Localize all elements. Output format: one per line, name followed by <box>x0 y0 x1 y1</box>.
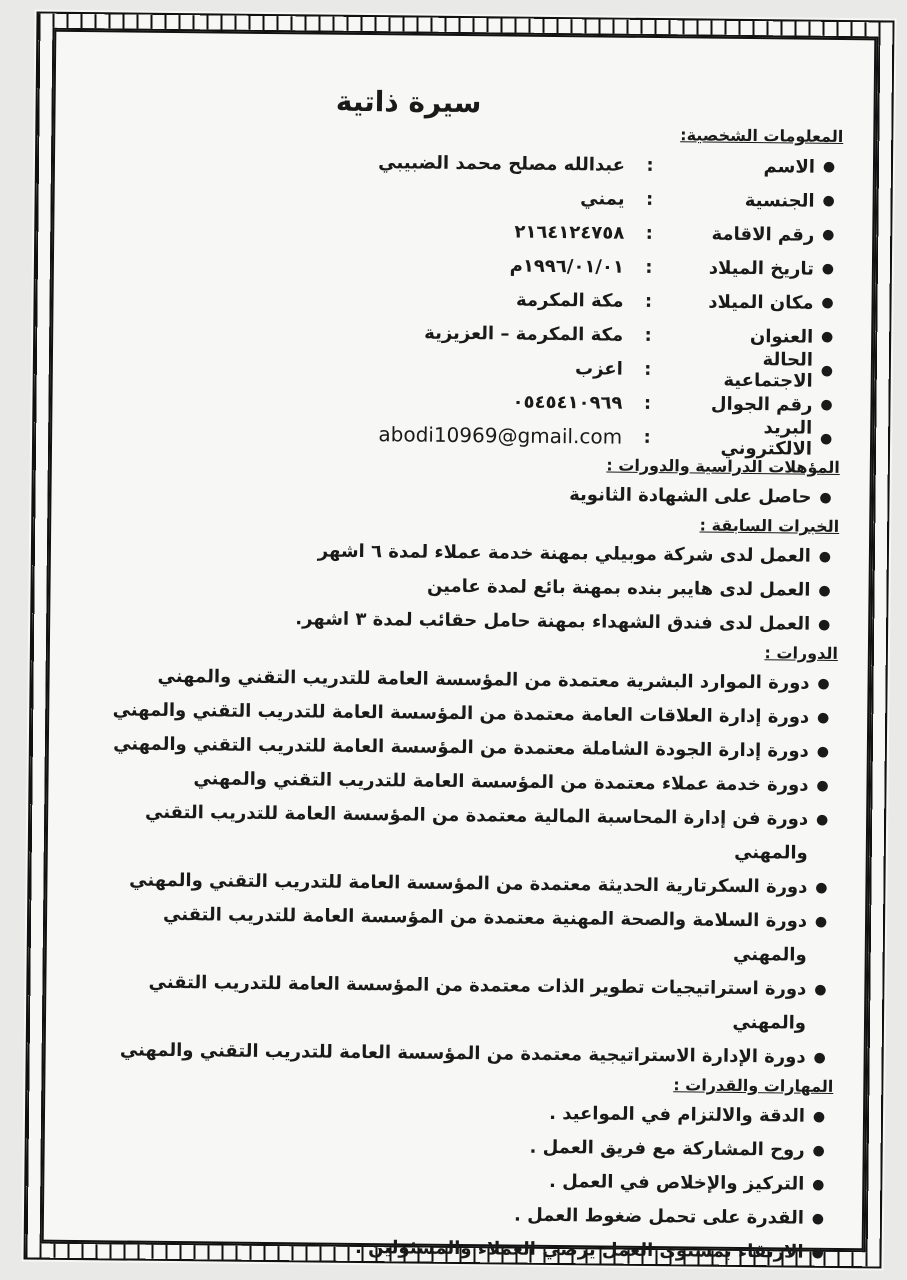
resume-content <box>81 82 843 1270</box>
info-colon: : <box>644 358 652 380</box>
course-item-text: دورة خدمة عملاء معتمدة من المؤسسة العامة للتدريب التقني والمهني <box>193 768 809 796</box>
info-colon: : <box>644 290 653 312</box>
bullet-icon: ● <box>820 396 833 413</box>
course-item-text: دورة استراتيجيات تطوير الذات معتمدة من المؤسسة العامة للتدريب التقني والمهني <box>148 971 807 1034</box>
info-colon: : <box>644 324 652 346</box>
bullet-icon: ● <box>812 1142 825 1159</box>
bullet-icon: ● <box>822 192 835 209</box>
info-value: ٠٥٤٥٤١٠٩٦٩ <box>512 391 623 414</box>
education-item-text: حاصل على الشهادة الثانوية <box>569 484 812 508</box>
bullet-icon: ● <box>817 709 830 726</box>
course-item-text: دورة الموارد البشرية معتمدة من المؤسسة العامة للتدريب التقني والمهني <box>157 665 810 694</box>
bullet-icon: ● <box>814 913 828 930</box>
skill-item-text: الدقة والالتزام في المواعيد . <box>549 1102 806 1127</box>
experience-list <box>88 532 839 642</box>
personal-heading: المعلومات الشخصية: <box>680 125 844 146</box>
info-colon: : <box>645 256 653 278</box>
bullet-icon: ● <box>812 1176 825 1193</box>
skill-item-text: الارتقاء بمستوى العمل يرضي العملاء والمسئولين . <box>354 1236 804 1263</box>
experience-item <box>88 600 838 642</box>
bullet-icon: ● <box>820 362 834 379</box>
courses-heading: الدورات : <box>764 643 838 663</box>
info-label: رقم الاقامة <box>711 223 815 246</box>
bullet-icon: ● <box>812 1108 826 1125</box>
bullet-icon: ● <box>822 158 836 175</box>
info-label: تاريخ الميلاد <box>708 257 815 280</box>
bullet-icon: ● <box>815 811 829 828</box>
bullet-icon: ● <box>817 675 830 692</box>
info-value: يمني <box>580 187 625 210</box>
personal-info-list <box>90 142 843 460</box>
info-value: ١٩٩٦/٠١/٠١م <box>509 255 625 278</box>
skill-item-text: روح المشاركة مع فريق العمل . <box>529 1136 805 1161</box>
bullet-icon: ● <box>811 1210 825 1227</box>
bullet-icon: ● <box>818 548 832 565</box>
info-colon: : <box>643 426 651 448</box>
bullet-icon: ● <box>813 1049 826 1066</box>
info-colon: : <box>643 392 652 414</box>
info-label: الاسم <box>763 155 816 178</box>
info-value: عبدالله مصلح محمد الضبيبي <box>378 151 626 176</box>
experience-heading: الخبرات السابقة : <box>699 515 840 536</box>
info-label: رقم الجوال <box>710 393 813 416</box>
course-item-text: دورة الإدارة الاستراتيجية معتمدة من المؤسسة العامة للتدريب التقني والمهني <box>119 1039 806 1068</box>
bullet-icon: ● <box>811 1244 824 1261</box>
resume-page <box>21 10 896 1271</box>
bullet-icon: ● <box>821 294 834 311</box>
bullet-icon: ● <box>814 981 827 998</box>
course-item <box>84 1033 834 1075</box>
info-value: اعزب <box>574 357 623 380</box>
experience-item-text: العمل لدى فندق الشهداء بمهنة حامل حقائب لمدة ٣ اشهر. <box>295 608 811 635</box>
info-colon: : <box>645 222 653 244</box>
info-label: البريد الالكتروني <box>720 417 813 460</box>
skill-item <box>81 1228 831 1270</box>
bullet-icon: ● <box>819 430 833 447</box>
info-colon: : <box>645 188 654 210</box>
bullet-icon: ● <box>817 616 831 633</box>
bullet-icon: ● <box>822 226 835 243</box>
page-title: سيرة ذاتية <box>335 84 482 120</box>
experience-item-text: العمل لدى هايبر بنده بمهنة بائع لمدة عامين <box>426 575 811 601</box>
info-value: abodi10969@gmail.com <box>378 422 623 449</box>
info-label: مكان الميلاد <box>708 291 814 314</box>
course-item-text: دورة إدارة العلاقات العامة معتمدة من المؤسسة العامة للتدريب التقني والمهني <box>112 699 810 728</box>
course-item-text: دورة السكرتارية الحديثة معتمدة من المؤسسة العامة للتدريب التقني والمهني <box>129 869 808 898</box>
bullet-icon: ● <box>819 489 832 506</box>
info-label: الجنسية <box>744 189 815 212</box>
info-label: العنوان <box>749 325 814 348</box>
bullet-icon: ● <box>815 879 828 896</box>
education-list <box>89 473 839 515</box>
education-item <box>89 473 839 515</box>
course-item-text: دورة إدارة الجودة الشاملة معتمدة من المؤسسة العامة للتدريب التقني والمهني <box>113 733 809 762</box>
bullet-icon: ● <box>816 777 829 794</box>
skills-list <box>81 1092 833 1270</box>
course-item <box>85 897 836 973</box>
course-item <box>84 965 835 1041</box>
course-item-text: دورة فن إدارة المحاسبة المالية معتمدة من المؤسسة العامة للتدريب التقني والمهني <box>144 801 809 864</box>
skill-item-text: القدرة على تحمل ضغوط العمل . <box>513 1204 805 1229</box>
experience-item-text: العمل لدى شركة موبيلي بمهنة خدمة عملاء لمدة ٦ اشهر <box>317 540 812 567</box>
course-item-text: دورة السلامة والصحة المهنية معتمدة من المؤسسة العامة للتدريب التقني والمهني <box>162 903 808 966</box>
skill-item-text: التركيز والإخلاص في العمل . <box>548 1170 805 1195</box>
bullet-icon: ● <box>821 328 834 345</box>
info-colon: : <box>646 154 654 176</box>
skills-heading: المهارات والقدرات : <box>673 1075 834 1096</box>
education-heading: المؤهلات الدراسية والدورات : <box>606 455 840 477</box>
info-label: الحالة الاجتماعية <box>723 349 814 392</box>
bullet-icon: ● <box>821 260 835 277</box>
course-item <box>86 795 837 871</box>
bullet-icon: ● <box>818 582 831 599</box>
info-value: مكة المكرمة <box>515 289 624 312</box>
info-value: ٢١٦٤١٢٤٧٥٨ <box>514 221 625 244</box>
bullet-icon: ● <box>816 743 830 760</box>
courses-list <box>84 659 838 1075</box>
personal-info-row <box>90 414 840 460</box>
info-value: مكة المكرمة – العزيزية <box>424 322 624 346</box>
